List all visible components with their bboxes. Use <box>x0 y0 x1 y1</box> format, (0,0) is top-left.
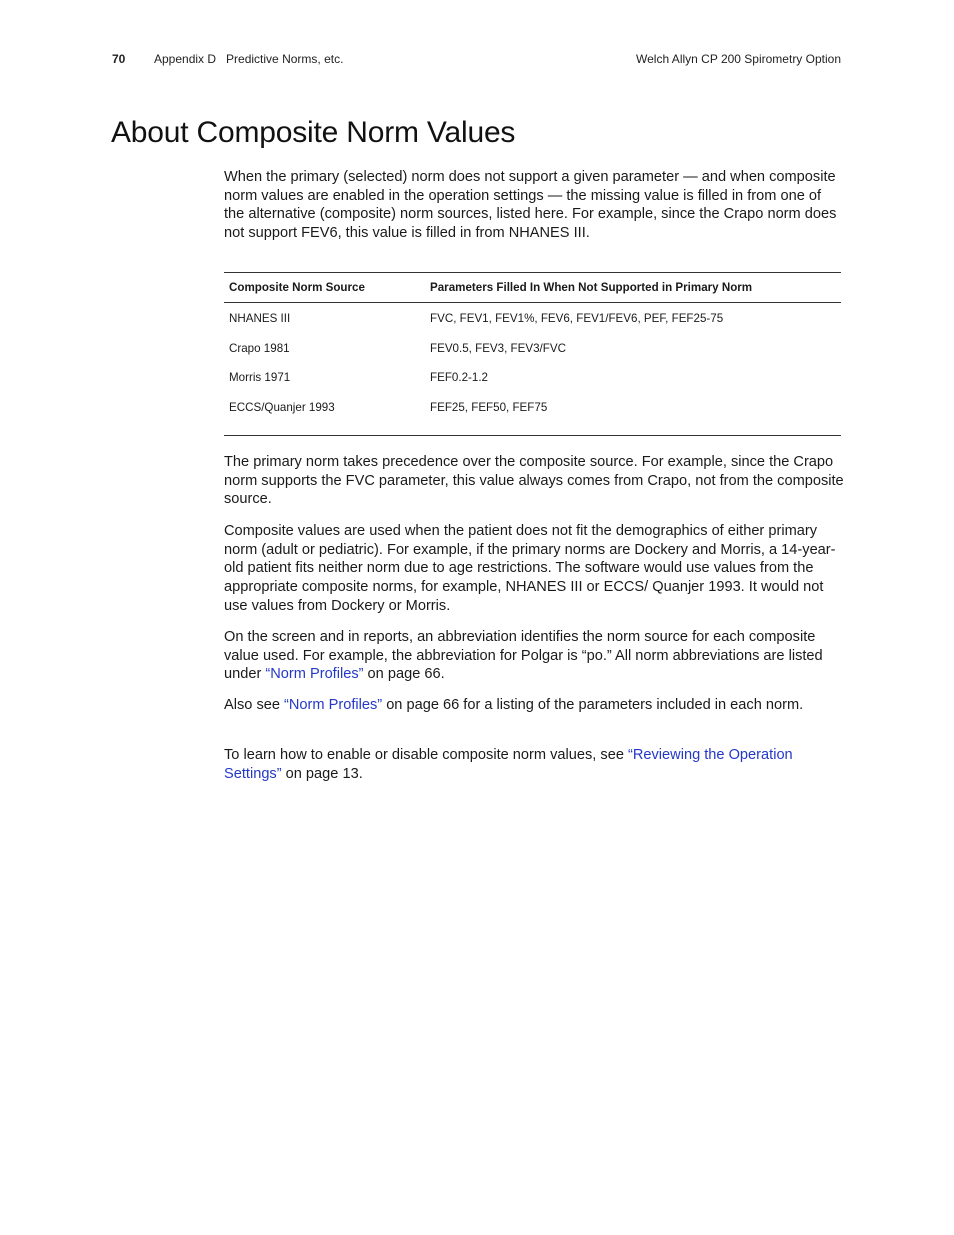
intro-paragraph: When the primary (selected) norm does not support a given parameter — and when composite norm values are enabled in the operation settings — the missing value is filled in from one of the alternative (composite) norm sources, listed here. For example, since the Crapo norm does not support FEV6, this value is filled in from NHANES III. <box>224 169 837 242</box>
book-title: Welch Allyn CP 200 Spirometry Option <box>636 52 841 66</box>
column-header-parameters: Parameters Filled In When Not Supported in Primary Norm <box>430 281 753 294</box>
table-row <box>224 334 841 364</box>
operation-settings-link[interactable]: “Reviewing the Operation Settings” <box>224 747 793 782</box>
abbreviation-text: On the screen and in reports, an abbreviation identifies the norm source for each composite value used. For example, the abbreviation for Polgar is “po.” All norm abbreviations are listed under <box>224 629 823 683</box>
parameters-cell: FEF0.2-1.2 <box>430 371 488 385</box>
column-header-source: Composite Norm Source <box>229 281 365 294</box>
also-see-paragraph <box>224 696 844 715</box>
table-row <box>224 303 841 334</box>
norm-profiles-link[interactable]: “Norm Profiles” <box>284 697 383 713</box>
norm-source-cell: Morris 1971 <box>229 371 291 385</box>
parameters-cell: FEV0.5, FEV3, FEV3/FVC <box>430 341 566 355</box>
table-row <box>224 393 841 436</box>
abbreviation-page-ref: on page 66. <box>363 666 445 683</box>
chapter-label: Appendix D Predictive Norms, etc. <box>154 52 344 66</box>
composite-norm-table <box>224 272 841 436</box>
parameters-cell: FVC, FEV1, FEV1%, FEV6, FEV1/FEV6, PEF, FEF25-75 <box>430 312 724 326</box>
page-number: 70 <box>112 52 126 66</box>
table-header-row <box>224 273 841 303</box>
norm-profiles-link[interactable]: “Norm Profiles” <box>265 666 364 683</box>
table-row <box>224 363 841 393</box>
learn-page-ref: on page 13. <box>281 765 363 782</box>
norm-source-cell: NHANES III <box>229 312 291 326</box>
also-see-text: Also see <box>224 697 285 713</box>
demographics-paragraph: Composite values are used when the patient does not fit the demographics of either primary norm (adult or pediatric). For example, if the primary norms are Dockery and Morris, a 14-year-old patient fits neither norm due to age restrictions. The software would use values from the appropriate composite norms, for example, NHANES III or ECCS/ Quanjer 1993. It would not use values from Dockery or Morris. <box>224 523 836 614</box>
learn-text: To learn how to enable or disable composite norm values, see <box>224 747 628 763</box>
running-header <box>112 52 841 70</box>
norm-source-cell: ECCS/Quanjer 1993 <box>229 400 335 414</box>
abbreviation-paragraph <box>224 628 844 684</box>
also-see-page-ref: on page 66 for a listing of the parameters included in each norm. <box>382 697 804 713</box>
page-title: About Composite Norm Values <box>111 116 516 149</box>
precedence-paragraph: The primary norm takes precedence over the composite source. For example, since the Crapo norm supports the FVC parameter, this value always comes from Crapo, not from the composite source. <box>224 454 844 508</box>
learn-paragraph <box>224 746 844 783</box>
norm-source-cell: Crapo 1981 <box>229 341 290 355</box>
parameters-cell: FEF25, FEF50, FEF75 <box>430 400 548 414</box>
